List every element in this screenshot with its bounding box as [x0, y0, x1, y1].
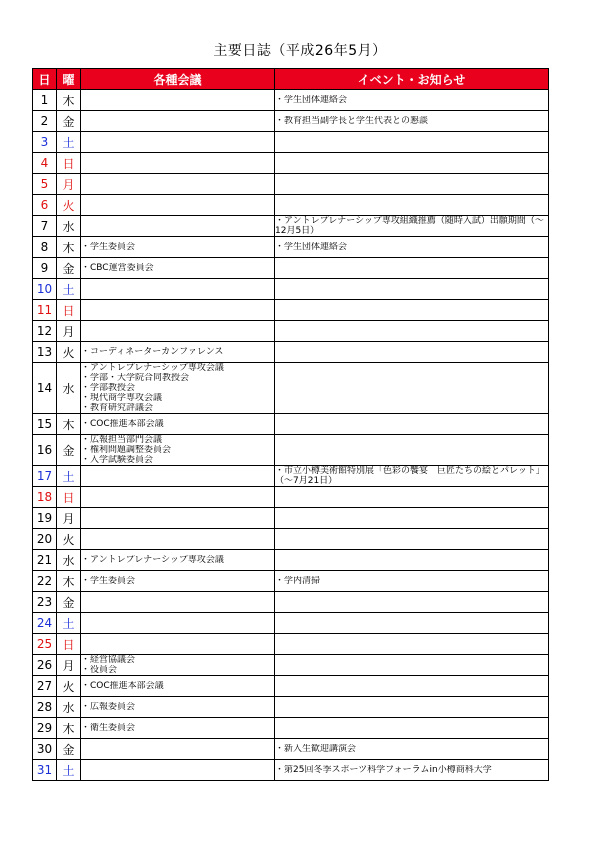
weekday-cell: 月: [57, 174, 81, 195]
meetings-cell: [81, 718, 275, 739]
table-row: [33, 279, 549, 300]
table-row: [33, 90, 549, 111]
table-row: [33, 363, 549, 414]
meeting-item: ・現代商学専攻会議: [81, 393, 163, 403]
event-item: ・新入生歓迎講演会: [275, 744, 357, 754]
event-item: ・学生団体連絡会: [275, 242, 348, 252]
meeting-item: ・学生委員会: [81, 576, 136, 586]
day-cell: 12: [33, 321, 57, 342]
events-cell: [275, 363, 549, 414]
table-row: [33, 592, 549, 613]
table-row: [33, 466, 549, 487]
day-cell: 25: [33, 634, 57, 655]
events-cell: [275, 676, 549, 697]
diary-table: [32, 68, 549, 781]
events-cell: [275, 718, 549, 739]
events-cell: [275, 592, 549, 613]
day-cell: 11: [33, 300, 57, 321]
events-cell: [275, 195, 549, 216]
day-cell: 17: [33, 466, 57, 487]
events-cell: [275, 111, 549, 132]
meetings-cell: [81, 195, 275, 216]
weekday-cell: 金: [57, 592, 81, 613]
table-row: [33, 300, 549, 321]
meetings-cell: [81, 216, 275, 237]
table-row: [33, 571, 549, 592]
day-cell: 13: [33, 342, 57, 363]
table-row: [33, 153, 549, 174]
table-row: [33, 676, 549, 697]
weekday-cell: 木: [57, 718, 81, 739]
table-row: [33, 613, 549, 634]
meeting-item: ・COC推進本部会議: [81, 419, 164, 429]
meetings-cell: [81, 634, 275, 655]
meetings-cell: [81, 676, 275, 697]
events-cell: [275, 760, 549, 781]
events-cell: [275, 321, 549, 342]
meetings-cell: [81, 487, 275, 508]
weekday-cell: 木: [57, 237, 81, 258]
day-cell: 22: [33, 571, 57, 592]
events-cell: [275, 435, 549, 466]
day-cell: 24: [33, 613, 57, 634]
event-item: ・学内清掃: [275, 576, 321, 586]
meetings-cell: [81, 655, 275, 676]
meetings-cell: [81, 435, 275, 466]
weekday-cell: 水: [57, 363, 81, 414]
weekday-cell: 月: [57, 321, 81, 342]
meetings-cell: [81, 697, 275, 718]
table-row: [33, 111, 549, 132]
events-cell: [275, 342, 549, 363]
meetings-cell: [81, 613, 275, 634]
table-row: [33, 174, 549, 195]
events-cell: [275, 508, 549, 529]
table-row: [33, 655, 549, 676]
weekday-cell: 土: [57, 760, 81, 781]
weekday-cell: 土: [57, 613, 81, 634]
meeting-item: ・権利問題調整委員会: [81, 445, 172, 455]
weekday-cell: 火: [57, 529, 81, 550]
events-cell: [275, 634, 549, 655]
meeting-item: ・広報担当部門会議: [81, 435, 163, 445]
events-cell: [275, 153, 549, 174]
events-cell: [275, 550, 549, 571]
weekday-cell: 水: [57, 216, 81, 237]
day-cell: 21: [33, 550, 57, 571]
meetings-cell: [81, 466, 275, 487]
page-title: 主要日誌（平成26年5月）: [213, 43, 387, 59]
weekday-cell: 木: [57, 414, 81, 435]
meetings-cell: [81, 550, 275, 571]
weekday-cell: 月: [57, 655, 81, 676]
events-cell: [275, 279, 549, 300]
meetings-cell: [81, 300, 275, 321]
table-row: [33, 550, 549, 571]
day-cell: 14: [33, 363, 57, 414]
events-cell: [275, 132, 549, 153]
weekday-cell: 火: [57, 195, 81, 216]
weekday-cell: 土: [57, 132, 81, 153]
events-cell: [275, 90, 549, 111]
diary-body: [33, 90, 549, 781]
meeting-item: ・経営協議会: [81, 655, 136, 665]
weekday-cell: 火: [57, 342, 81, 363]
day-cell: 31: [33, 760, 57, 781]
table-row: [33, 697, 549, 718]
meetings-cell: [81, 529, 275, 550]
events-cell: [275, 613, 549, 634]
day-cell: 9: [33, 258, 57, 279]
table-row: [33, 634, 549, 655]
day-cell: 26: [33, 655, 57, 676]
weekday-cell: 日: [57, 634, 81, 655]
meeting-item: ・学部・大学院合同教授会: [81, 373, 190, 383]
table-row: [33, 508, 549, 529]
table-row: [33, 216, 549, 237]
meetings-cell: [81, 342, 275, 363]
meeting-item: ・学部教授会: [81, 383, 136, 393]
meeting-item: ・コーディネーターカンファレンス: [81, 347, 224, 357]
meetings-cell: [81, 279, 275, 300]
table-row: [33, 760, 549, 781]
meetings-cell: [81, 592, 275, 613]
events-cell: [275, 466, 549, 487]
day-cell: 16: [33, 435, 57, 466]
meeting-item: ・役員会: [81, 665, 118, 675]
header-day: 日: [33, 69, 57, 90]
event-item: ・教育担当副学長と学生代表との懇談: [275, 116, 429, 126]
weekday-cell: 金: [57, 258, 81, 279]
meeting-item: ・衛生委員会: [81, 723, 136, 733]
events-cell: [275, 739, 549, 760]
table-row: [33, 321, 549, 342]
weekday-cell: 日: [57, 153, 81, 174]
table-row: [33, 342, 549, 363]
meeting-item: ・教育研究評議会: [81, 403, 154, 413]
day-cell: 27: [33, 676, 57, 697]
table-row: [33, 529, 549, 550]
meetings-cell: [81, 153, 275, 174]
header-weekday: 曜: [57, 69, 81, 90]
meetings-cell: [81, 90, 275, 111]
table-row: [33, 435, 549, 466]
weekday-cell: 水: [57, 697, 81, 718]
meetings-cell: [81, 321, 275, 342]
day-cell: 15: [33, 414, 57, 435]
table-row: [33, 132, 549, 153]
weekday-cell: 火: [57, 676, 81, 697]
events-cell: [275, 487, 549, 508]
day-cell: 2: [33, 111, 57, 132]
meeting-item: ・アントレプレナーシップ専攻会議: [81, 555, 224, 565]
day-cell: 18: [33, 487, 57, 508]
events-cell: [275, 258, 549, 279]
events-cell: [275, 529, 549, 550]
events-cell: [275, 414, 549, 435]
day-cell: 10: [33, 279, 57, 300]
weekday-cell: 木: [57, 90, 81, 111]
day-cell: 29: [33, 718, 57, 739]
meetings-cell: [81, 237, 275, 258]
day-cell: 19: [33, 508, 57, 529]
day-cell: 6: [33, 195, 57, 216]
meetings-cell: [81, 174, 275, 195]
events-cell: [275, 216, 549, 237]
day-cell: 20: [33, 529, 57, 550]
day-cell: 8: [33, 237, 57, 258]
meeting-item: ・広報委員会: [81, 702, 136, 712]
table-row: [33, 739, 549, 760]
header-meetings: 各種会議: [81, 69, 275, 90]
meeting-item: ・COC推進本部会議: [81, 681, 164, 691]
day-cell: 3: [33, 132, 57, 153]
table-row: [33, 237, 549, 258]
weekday-cell: 日: [57, 487, 81, 508]
weekday-cell: 水: [57, 550, 81, 571]
weekday-cell: 日: [57, 300, 81, 321]
weekday-cell: 金: [57, 435, 81, 466]
meeting-item: ・学生委員会: [81, 242, 136, 252]
meetings-cell: [81, 258, 275, 279]
weekday-cell: 金: [57, 739, 81, 760]
weekday-cell: 木: [57, 571, 81, 592]
weekday-cell: 金: [57, 111, 81, 132]
meetings-cell: [81, 739, 275, 760]
meeting-item: ・入学試験委員会: [81, 455, 154, 465]
day-cell: 28: [33, 697, 57, 718]
events-cell: [275, 237, 549, 258]
weekday-cell: 月: [57, 508, 81, 529]
day-cell: 23: [33, 592, 57, 613]
event-item: ・第25回冬季スポーツ科学フォーラムin小樽商科大学: [275, 765, 492, 775]
event-item: ・アントレプレナーシップ専攻組織推薦（随時入試）出願期間（～12月5日）: [275, 216, 544, 236]
meetings-cell: [81, 132, 275, 153]
table-row: [33, 258, 549, 279]
header-events: イベント・お知らせ: [275, 69, 549, 90]
events-cell: [275, 300, 549, 321]
weekday-cell: 土: [57, 279, 81, 300]
table-row: [33, 718, 549, 739]
meetings-cell: [81, 508, 275, 529]
events-cell: [275, 655, 549, 676]
meeting-item: ・CBC運営委員会: [81, 263, 154, 273]
day-cell: 1: [33, 90, 57, 111]
meetings-cell: [81, 111, 275, 132]
weekday-cell: 土: [57, 466, 81, 487]
meetings-cell: [81, 414, 275, 435]
day-cell: 7: [33, 216, 57, 237]
day-cell: 30: [33, 739, 57, 760]
events-cell: [275, 697, 549, 718]
day-cell: 5: [33, 174, 57, 195]
day-cell: 4: [33, 153, 57, 174]
event-item: ・市立小樽美術館特別展「色彩の饗宴 巨匠たちの絵とパレット」（～7月21日）: [275, 466, 545, 486]
meetings-cell: [81, 760, 275, 781]
meetings-cell: [81, 363, 275, 414]
events-cell: [275, 571, 549, 592]
events-cell: [275, 174, 549, 195]
table-row: [33, 414, 549, 435]
event-item: ・学生団体連絡会: [275, 95, 348, 105]
table-row: [33, 487, 549, 508]
table-row: [33, 195, 549, 216]
header-row: [33, 69, 549, 90]
meetings-cell: [81, 571, 275, 592]
meeting-item: ・アントレプレナーシップ専攻会議: [81, 363, 224, 373]
